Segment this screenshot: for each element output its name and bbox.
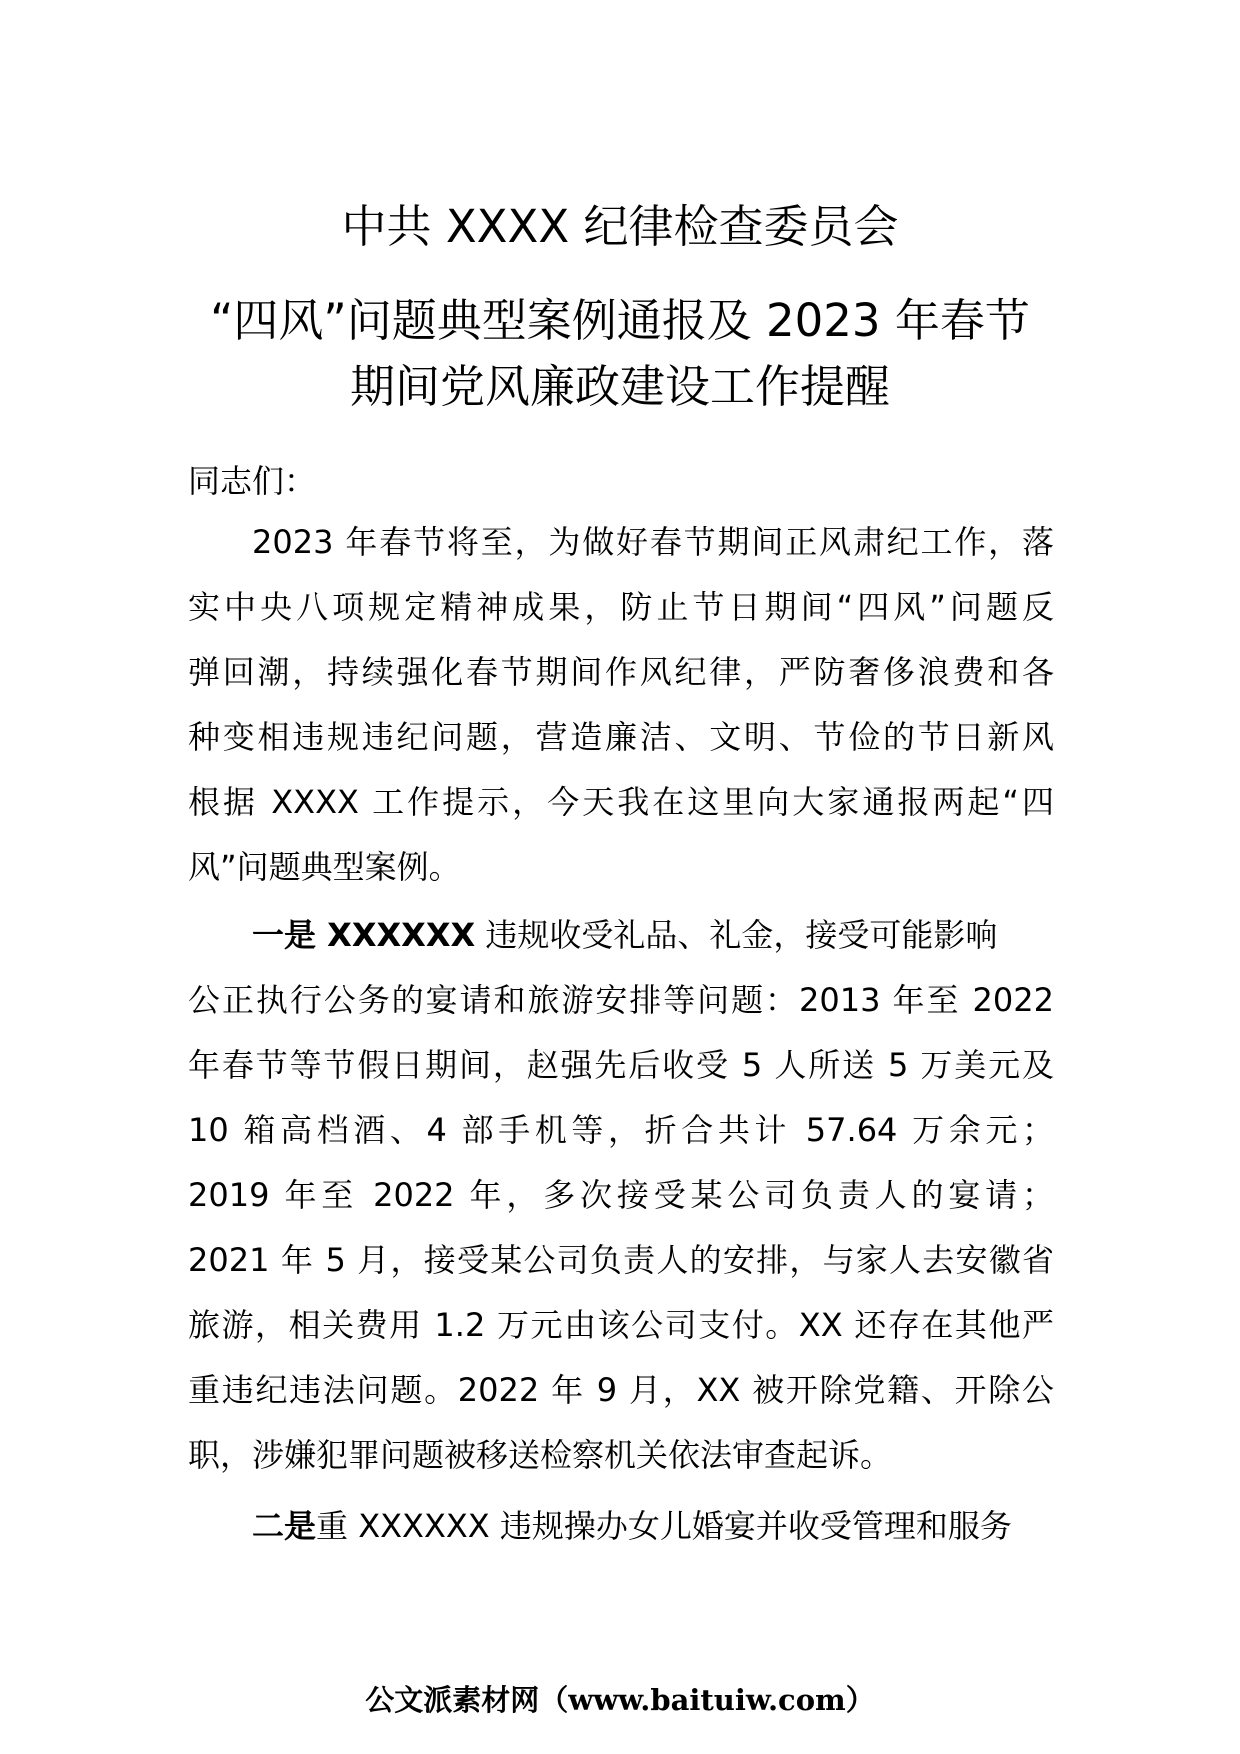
- paragraph-line: 弹回潮，持续强化春节期间作风纪律，严防奢侈浪费和各: [188, 653, 1054, 691]
- paragraph-case-two: [188, 1494, 1054, 1559]
- paragraph-line: 旅游，相关费用 1.2 万元由该公司支付。XX 还存在其他严: [188, 1306, 1054, 1344]
- paragraph-line: 2019 年至 2022 年，多次接受某公司负责人的宴请；: [188, 1176, 1054, 1214]
- case-two-line-text: 重 XXXXXX 违规操办女儿婚宴并收受管理和服务: [316, 1507, 1012, 1545]
- case-one-line-text: 违规收受礼品、礼金，接受可能影响: [475, 916, 998, 954]
- paragraph-line: 2021 年 5 月，接受某公司负责人的安排，与家人去安徽省: [188, 1241, 1054, 1279]
- paragraph-line: 10 箱高档酒、4 部手机等，折合共计 57.64 万余元；: [188, 1111, 1054, 1149]
- paragraph-line: [188, 903, 1054, 968]
- document-title-line-3: 期间党风廉政建设工作提醒: [349, 360, 890, 413]
- paragraph-line: 根据 XXXX 工作提示，今天我在这里向大家通报两起“四: [188, 783, 1054, 821]
- paragraph-intro: [188, 510, 1054, 900]
- paragraph-line: 风”问题典型案例。: [188, 848, 461, 886]
- document-title-line-1: 中共 XXXX 纪律检查委员会: [341, 200, 899, 253]
- footer-watermark: 公文派素材网（www.baituiw.com）: [365, 1683, 875, 1717]
- paragraph-line: [188, 1494, 1054, 1559]
- paragraph-line: 实中央八项规定精神成果，防止节日期间“四风”问题反: [188, 588, 1054, 626]
- paragraph-line: 重违纪违法问题。2022 年 9 月，XX 被开除党籍、开除公: [188, 1371, 1054, 1409]
- paragraph-line: 种变相违规违纪问题，营造廉洁、文明、节俭的节日新风: [188, 718, 1054, 756]
- paragraph-line: 2023 年春节将至，为做好春节期间正风肃纪工作，落: [252, 523, 1054, 561]
- paragraph-line: 职，涉嫌犯罪问题被移送检察机关依法审查起诉。: [188, 1436, 893, 1474]
- paragraph-line: 年春节等节假日期间，赵强先后收受 5 人所送 5 万美元及: [188, 1046, 1054, 1084]
- case-two-lead: 二是: [252, 1507, 317, 1545]
- document-title-line-2: “四风”问题典型案例通报及 2023 年春节: [210, 294, 1030, 347]
- salutation: 同志们：: [188, 462, 317, 500]
- paragraph-case-one: [188, 903, 1054, 1488]
- case-one-lead: 一是 XXXXXX: [252, 916, 476, 954]
- paragraph-line: 公正执行公务的宴请和旅游安排等问题：2013 年至 2022: [188, 981, 1054, 1019]
